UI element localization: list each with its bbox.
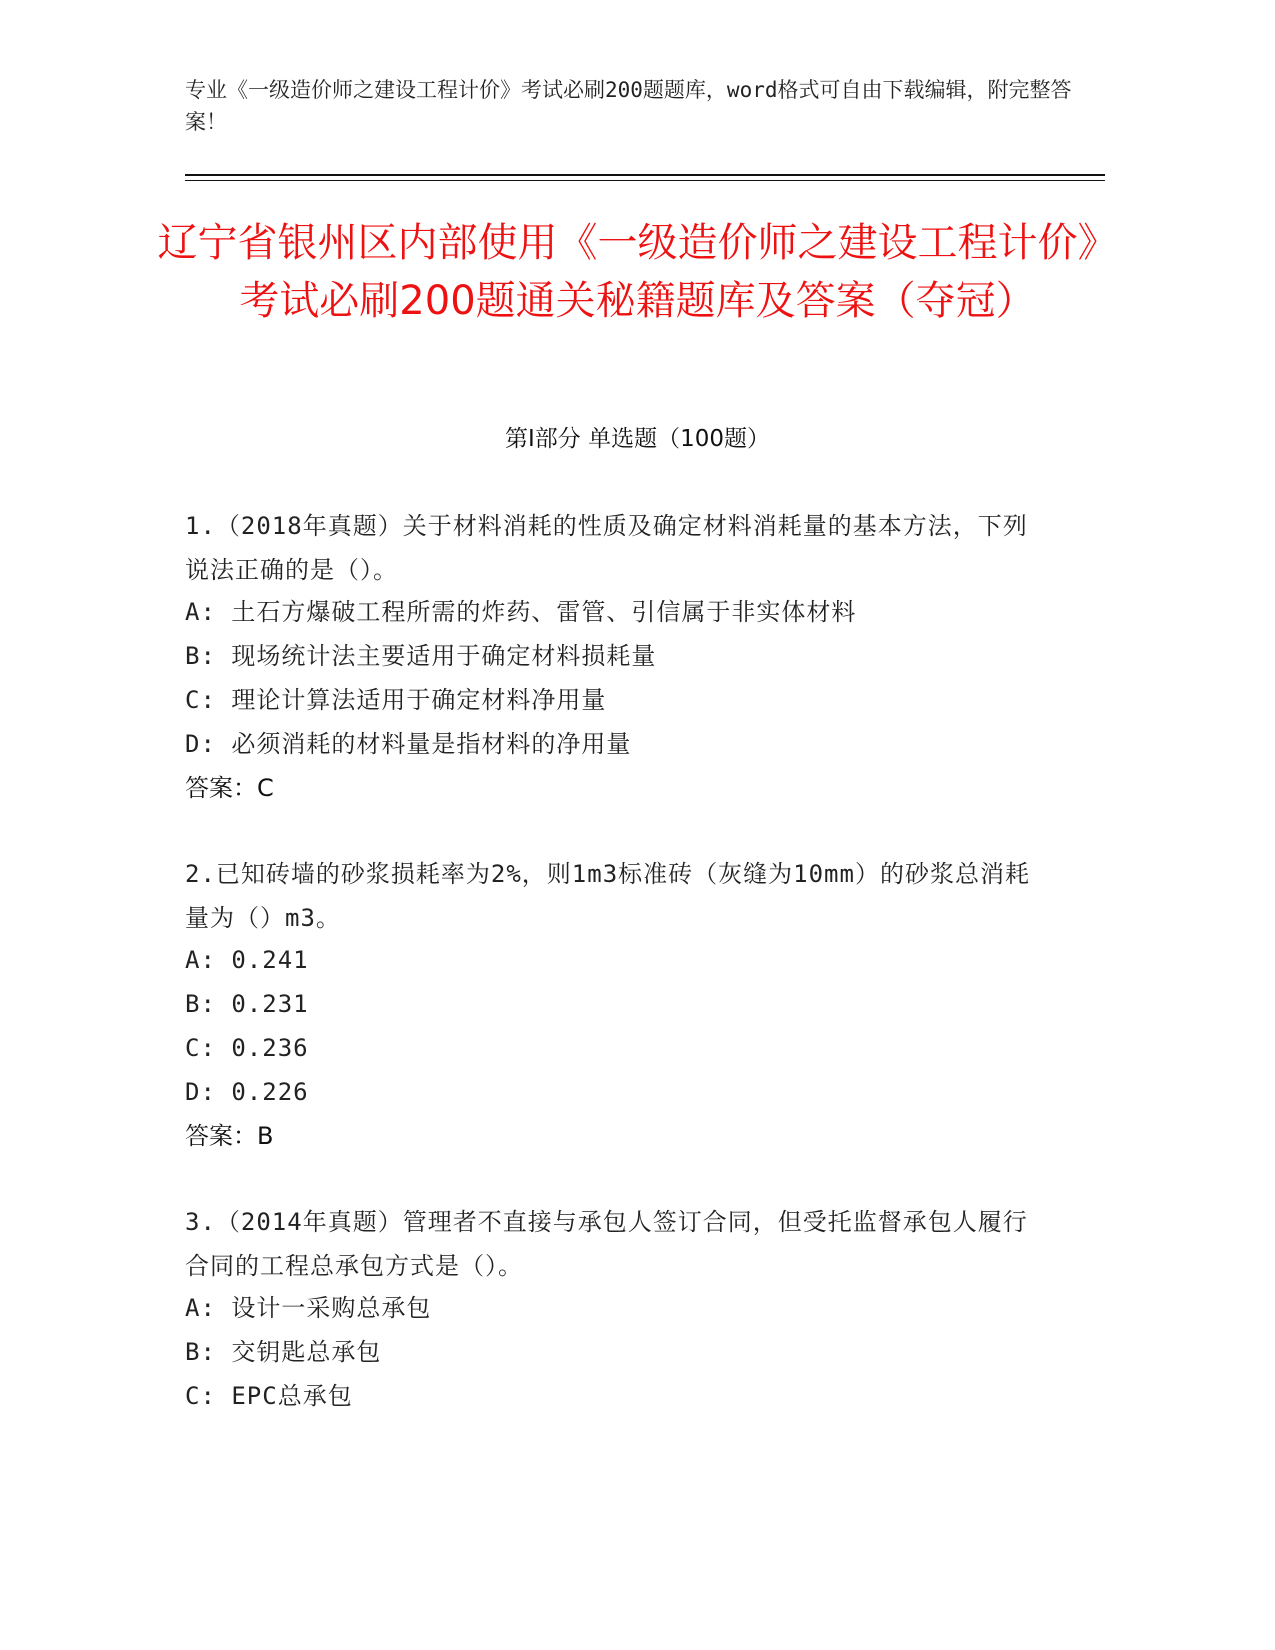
question-3-text: 3.（2014年真题）管理者不直接与承包人签订合同，但受托监督承包人履行合同的工程总承包方式是（）。 bbox=[185, 1208, 1028, 1280]
question-2-answer: 答案：B bbox=[185, 1122, 274, 1150]
section-heading: 第I部分 单选题（100题） bbox=[505, 426, 770, 452]
header-divider-thick bbox=[185, 174, 1105, 176]
question-1-text: 1.（2018年真题）关于材料消耗的性质及确定材料消耗量的基本方法，下列说法正确的是（）。 bbox=[185, 512, 1028, 584]
question-1-option-d: D: 必须消耗的材料量是指材料的净用量 bbox=[185, 730, 632, 758]
question-2-option-a: A: 0.241 bbox=[185, 946, 309, 974]
question-1-option-c: C: 理论计算法适用于确定材料净用量 bbox=[185, 686, 607, 714]
question-2-option-b: B: 0.231 bbox=[185, 990, 309, 1018]
question-3-option-a: A: 设计一采购总承包 bbox=[185, 1294, 432, 1322]
header-note: 专业《一级造价师之建设工程计价》考试必刷200题题库，word格式可自由下载编辑，附完整答案！ bbox=[185, 78, 1072, 134]
question-3-option-b: B: 交钥匙总承包 bbox=[185, 1338, 382, 1366]
document-title: 辽宁省银州区内部使用《一级造价师之建设工程计价》考试必刷200题通关秘籍题库及答案（夺冠） bbox=[157, 220, 1118, 324]
question-2-option-d: D: 0.226 bbox=[185, 1078, 309, 1106]
question-2-option-c: C: 0.236 bbox=[185, 1034, 309, 1062]
question-1-option-b: B: 现场统计法主要适用于确定材料损耗量 bbox=[185, 642, 657, 670]
header-divider-thin bbox=[185, 180, 1105, 181]
question-2-text: 2.已知砖墙的砂浆损耗率为2%，则1m3标准砖（灰缝为10mm）的砂浆总消耗量为（）m3。 bbox=[185, 860, 1030, 932]
question-1-option-a: A: 土石方爆破工程所需的炸药、雷管、引信属于非实体材料 bbox=[185, 598, 857, 626]
question-1-answer: 答案：C bbox=[185, 774, 274, 802]
question-3-option-c: C: EPC总承包 bbox=[185, 1382, 353, 1410]
